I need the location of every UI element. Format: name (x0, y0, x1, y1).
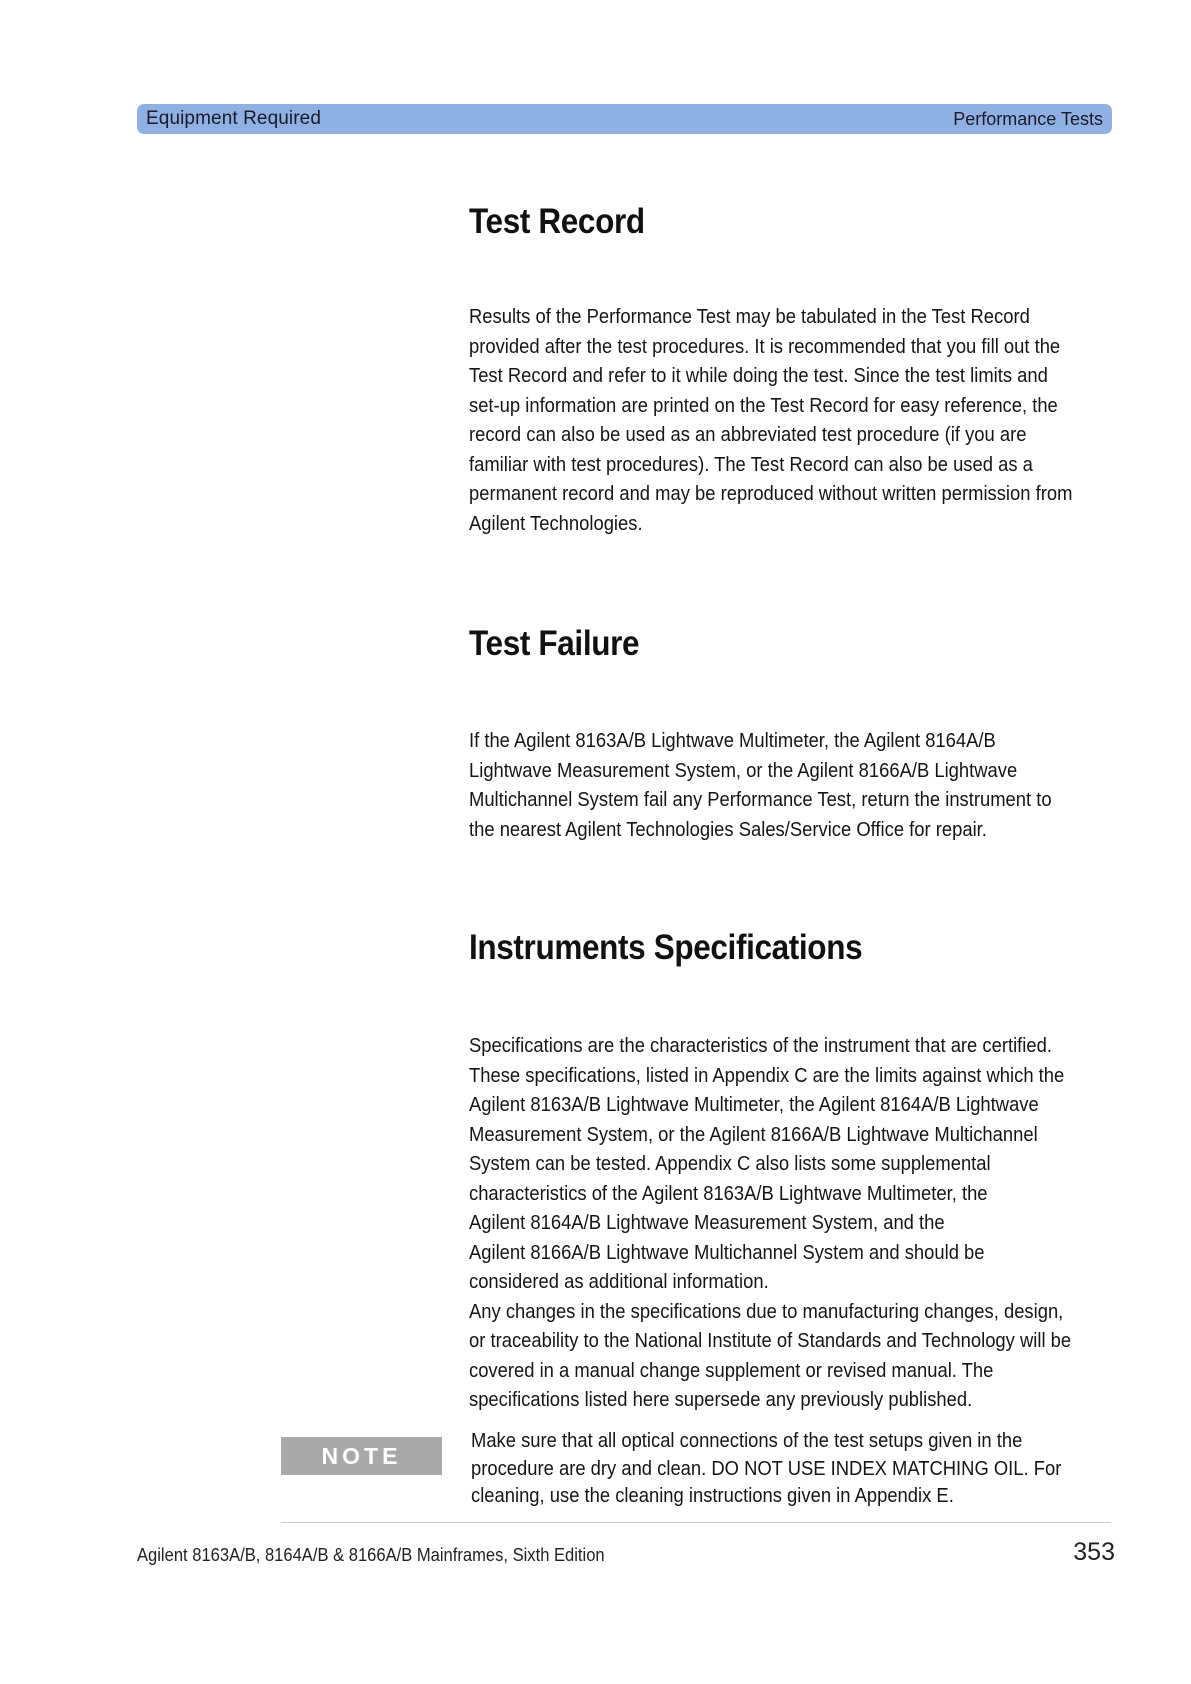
text-line: Test Record and refer to it while doing the test. Since the test limits and (469, 365, 1048, 387)
text-line: set-up information are printed on the Test Record for easy reference, the (469, 394, 1058, 417)
heading-test-failure: Test Failure (469, 624, 640, 663)
text-line: Agilent 8163A/B Lightwave Multimeter, the Agilent 8164A/B Lightwave (469, 1094, 1039, 1116)
text-line: covered in a manual change supplement or revised manual. The (469, 1359, 994, 1382)
heading-instruments-specifications: Instruments Specifications (469, 928, 863, 967)
paragraph-instruments-specifications (469, 1032, 1076, 1416)
text-line: or traceability to the National Institute of Standards and Technology will be (469, 1330, 1072, 1352)
text-line: Measurement System, or the Agilent 8166A/B Lightwave Multichannel (469, 1123, 1038, 1146)
text-line: Specifications are the characteristics of the instrument that are certified. (469, 1035, 1052, 1057)
text-line: provided after the test procedures. It is recommended that you fill out the (469, 335, 1061, 358)
text-line: procedure are dry and clean. DO NOT USE INDEX MATCHING OIL. For (471, 1457, 1062, 1480)
running-header (137, 104, 1112, 134)
note-divider (281, 1522, 1111, 1523)
text-line: Make sure that all optical connections of the test setups given in the (471, 1430, 1023, 1452)
text-line: cleaning, use the cleaning instructions given in Appendix E. (471, 1485, 954, 1507)
header-chapter-name: Performance Tests (953, 108, 1103, 129)
text-line: specifications listed here supersede any previously published. (469, 1389, 973, 1411)
text-line: the nearest Agilent Technologies Sales/Service Office for repair. (469, 818, 987, 841)
text-line: familiar with test procedures). The Test Record can also be used as a (469, 453, 1033, 476)
text-line: Multichannel System fail any Performance Test, return the instrument to (469, 789, 1052, 811)
text-line: record can also be used as an abbreviated test procedure (if you are (469, 424, 1027, 446)
text-line: Agilent Technologies. (469, 512, 643, 535)
note-text (471, 1428, 1078, 1511)
header-section-name: Equipment Required (146, 108, 322, 129)
text-line: Results of the Performance Test may be tabulated in the Test Record (469, 306, 1030, 328)
text-line: If the Agilent 8163A/B Lightwave Multimeter, the Agilent 8164A/B (469, 730, 996, 752)
heading-test-record: Test Record (469, 202, 645, 241)
text-line: permanent record and may be reproduced without written permission from (469, 483, 1073, 505)
text-line: These specifications, listed in Appendix C are the limits against which the (469, 1064, 1065, 1087)
text-line: Lightwave Measurement System, or the Agilent 8166A/B Lightwave (469, 759, 1018, 782)
paragraph-test-failure (469, 727, 1076, 845)
paragraph-test-record (469, 303, 1076, 539)
text-line: characteristics of the Agilent 8163A/B Lightwave Multimeter, the (469, 1182, 988, 1205)
text-line: Any changes in the specifications due to manufacturing changes, design, (469, 1300, 1064, 1323)
text-line: System can be tested. Appendix C also lists some supplemental (469, 1153, 991, 1175)
footer-document-title: Agilent 8163A/B, 8164A/B & 8166A/B Mainframes, Sixth Edition (137, 1545, 605, 1565)
text-line: Agilent 8166A/B Lightwave Multichannel System and should be (469, 1241, 985, 1264)
page-number: 353 (1073, 1538, 1115, 1566)
note-label: NOTE (281, 1437, 442, 1475)
text-line: Agilent 8164A/B Lightwave Measurement System, and the (469, 1212, 945, 1234)
text-line: considered as additional information. (469, 1271, 769, 1293)
